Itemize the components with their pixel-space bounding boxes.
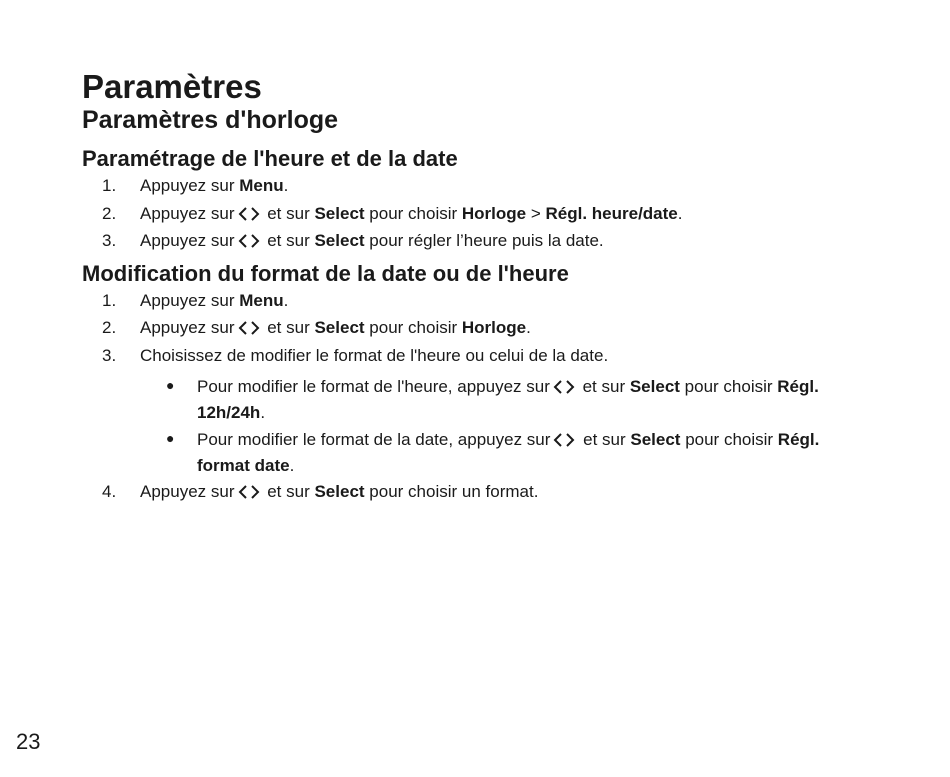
left-right-arrows-icon <box>237 232 261 250</box>
left-right-arrows-icon <box>552 431 576 449</box>
left-right-arrows-icon <box>237 483 261 501</box>
step-text: Appuyez sur et sur Select pour choisir Horloge > Régl. heure/date. <box>140 204 683 223</box>
bullet-text: Pour modifier le format de l'heure, appuyez sur et sur Select pour choisir Régl. 12h/24h. <box>197 377 819 422</box>
page-subtitle: Paramètres d'horloge <box>82 106 339 134</box>
left-right-arrows-icon <box>237 205 261 223</box>
step-text: Appuyez sur et sur Select pour choisir Horloge. <box>140 318 531 337</box>
page-number: 23 <box>16 729 41 754</box>
left-right-arrows-icon <box>552 378 576 396</box>
bullet-dot: ● <box>166 377 175 393</box>
step-number: 3. <box>102 231 117 250</box>
step-number: 1. <box>102 176 117 195</box>
step-text: Choisissez de modifier le format de l'heure ou celui de la date. <box>140 346 609 365</box>
step-number: 2. <box>102 204 117 223</box>
step-number: 4. <box>102 482 117 501</box>
left-right-arrows-icon <box>237 319 261 337</box>
step-text: Appuyez sur et sur Select pour régler l’heure puis la date. <box>140 231 604 250</box>
step-number: 3. <box>102 346 117 365</box>
section-heading-format: Modification du format de la date ou de l'heure <box>82 261 569 286</box>
step-text: Appuyez sur Menu. <box>140 176 289 195</box>
page-title: Paramètres <box>82 68 262 105</box>
bullet-dot: ● <box>166 430 175 446</box>
step-number: 2. <box>102 318 117 337</box>
bullet-text: Pour modifier le format de la date, appuyez sur et sur Select pour choisir Régl. format date. <box>197 430 820 475</box>
step-text: Appuyez sur et sur Select pour choisir un format. <box>140 482 539 501</box>
section-heading-set-time-date: Paramétrage de l'heure et de la date <box>82 146 458 171</box>
step-number: 1. <box>102 291 117 310</box>
step-text: Appuyez sur Menu. <box>140 291 289 310</box>
